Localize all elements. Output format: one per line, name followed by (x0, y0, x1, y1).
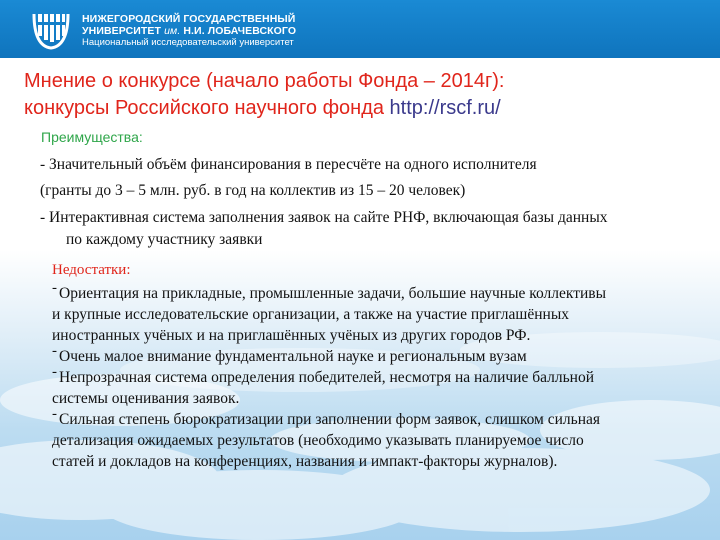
disadvantage-dash-2: - (52, 343, 57, 359)
disadvantages-heading: Недостатки: (52, 262, 131, 278)
university-name-im: им. (164, 25, 181, 37)
advantage-item-1: - Значительный объём финансирования в пересчёте на одного исполнителя (40, 156, 537, 173)
slide-title-line1: Мнение о конкурсе (начало работы Фонда – 2014г): (24, 70, 505, 92)
disadvantage-line-1: Ориентация на прикладные, промышленные задачи, большие научные коллективы (59, 285, 607, 302)
university-logo (30, 8, 72, 52)
advantage-item-2-cont: по каждому участнику заявки (66, 231, 263, 248)
slide-title-line2-text: конкурсы Российского научного фонда (24, 97, 390, 119)
disadvantage-line-6: системы оценивания заявок. (52, 390, 240, 407)
disadvantage-line-5: Непрозрачная система определения победителей, несмотря на наличие балльной (59, 369, 595, 386)
header-bar (0, 0, 720, 58)
advantage-item-2: - Интерактивная система заполнения заявок на сайте РНФ, включающая базы данных (40, 209, 608, 226)
disadvantage-line-9: статей и докладов на конференциях, названия и импакт-факторы журналов). (52, 453, 558, 470)
university-subtitle: Национальный исследовательский университет (82, 37, 294, 48)
university-name (82, 13, 296, 49)
rscf-link[interactable]: http://rscf.ru/ (389, 97, 501, 119)
university-name-line1: НИЖЕГОРОДСКИЙ ГОСУДАРСТВЕННЫЙ (82, 13, 296, 25)
disadvantage-line-2: и крупные исследовательские организации, а также на участие приглашённых (52, 306, 569, 323)
disadvantage-line-8: детализация ожидаемых результатов (необходимо указывать планируемое число (52, 432, 584, 449)
slide-title-line2 (24, 95, 714, 122)
university-name-line2-b: Н.И. ЛОБАЧЕВСКОГО (180, 25, 297, 37)
slide-title (24, 68, 714, 122)
disadvantage-dash-3: - (52, 364, 57, 380)
disadvantage-line-4: Очень малое внимание фундаментальной науке и региональным вузам (59, 348, 527, 365)
advantage-item-1-cont: (гранты до 3 – 5 млн. руб. в год на коллектив из 15 – 20 человек) (40, 182, 466, 199)
disadvantage-dash-4: - (52, 406, 57, 422)
disadvantage-dash-1: - (52, 280, 57, 296)
university-name-line2-a: УНИВЕРСИТЕТ (82, 25, 165, 37)
disadvantage-line-7: Сильная степень бюрократизации при заполнении форм заявок, слишком сильная (59, 411, 601, 428)
university-name-line2 (82, 25, 296, 37)
advantages-heading: Преимущества: (41, 129, 143, 145)
disadvantage-line-3: иностранных учёных и на приглашённых учёных из других городов РФ. (52, 327, 531, 344)
